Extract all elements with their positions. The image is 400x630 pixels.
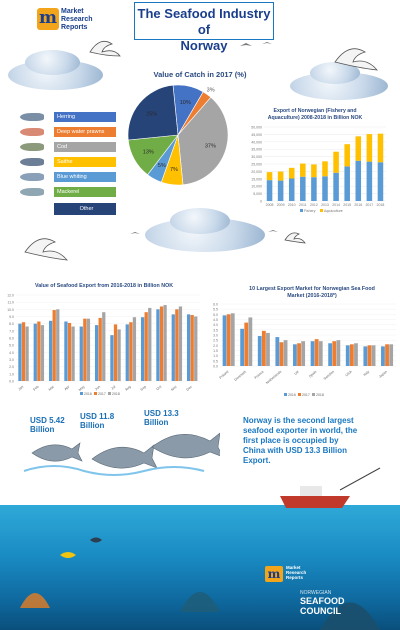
- fishing-boat-icon: [280, 496, 350, 508]
- bar-2017: [99, 318, 102, 381]
- y-tick-label: 4.0: [9, 350, 14, 355]
- y-tick-label: 5.0: [213, 312, 218, 317]
- y-tick-label: 10,000: [251, 184, 262, 189]
- pie-data-label: 37%: [204, 143, 216, 150]
- legend-label: 2018: [112, 392, 120, 396]
- bar-2016: [381, 346, 385, 366]
- fish-icon: [20, 113, 44, 121]
- bar-2016: [240, 329, 244, 366]
- bar-fishery: [311, 177, 317, 201]
- bar-aquaculture: [278, 172, 284, 181]
- bar-2017: [68, 323, 71, 381]
- bar-2018: [117, 329, 120, 381]
- bar-2017: [297, 343, 301, 366]
- y-tick-label: 0.0: [9, 379, 14, 384]
- bar-2016: [141, 317, 144, 381]
- legend-label: Other: [54, 203, 116, 215]
- y-tick-label: 45,000: [251, 132, 262, 137]
- y-tick-label: 4.0: [213, 323, 218, 328]
- bar-2016: [64, 322, 67, 381]
- tropical-fish-icon: [60, 552, 76, 558]
- x-tick-label: France: [253, 369, 265, 380]
- bar-2017: [385, 344, 389, 366]
- bar-2017: [37, 322, 40, 381]
- chart-title: Market (2016-2018*): [287, 293, 337, 299]
- bar-2018: [25, 327, 28, 381]
- legend-label-aquaculture: Aquaculture: [324, 209, 343, 213]
- bar-fishery: [378, 162, 384, 201]
- x-tick-label: 2009: [276, 203, 285, 207]
- country-norway: Norway: [88, 484, 129, 496]
- x-tick-label: Jan: [17, 384, 25, 392]
- y-tick-label: 8.0: [9, 322, 14, 327]
- bar-2017: [145, 312, 148, 381]
- y-tick-label: 12.0: [7, 293, 14, 298]
- y-tick-label: 0.0: [213, 364, 218, 369]
- x-tick-label: Nov: [170, 384, 178, 392]
- y-tick-label: 2.5: [213, 338, 218, 343]
- x-tick-label: Sweden: [322, 369, 336, 381]
- export-chart-title: Export of Norwegian (Fishery and: [273, 108, 357, 114]
- x-tick-label: Feb: [32, 384, 40, 392]
- legend-label: 2017: [98, 392, 106, 396]
- bar-2016: [18, 324, 21, 381]
- pie-data-label: 13%: [142, 149, 154, 156]
- legend-label: 2017: [302, 393, 310, 397]
- y-tick-label: 1.5: [213, 349, 218, 353]
- bar-2016: [258, 336, 262, 366]
- bar-2018: [284, 340, 288, 366]
- bar-2016: [328, 343, 332, 366]
- bar-2016: [80, 327, 83, 381]
- fish-icon: [20, 158, 44, 166]
- x-tick-label: Netherlands: [265, 369, 283, 385]
- legend-swatch: [80, 392, 83, 395]
- legend-item-other: [16, 203, 116, 213]
- bar-2016: [223, 315, 227, 366]
- monthly-export-chart: [0, 279, 204, 397]
- chart-title: Value of Seafood Export from 2016-2018 in Billion NOK: [34, 283, 174, 289]
- bar-fishery: [322, 176, 328, 201]
- pie-data-label: 10%: [179, 99, 191, 106]
- bar-2018: [372, 345, 376, 366]
- y-tick-label: 9.0: [9, 315, 14, 319]
- x-tick-label: Sep: [139, 384, 147, 392]
- y-tick-label: 1.0: [213, 354, 218, 359]
- legend-swatch: [312, 393, 315, 396]
- india-export-value: USD 5.42 Billion: [30, 416, 65, 434]
- bar-2017: [262, 331, 266, 366]
- legend-swatch: [298, 393, 301, 396]
- bar-2017: [315, 339, 319, 366]
- legend-swatch-fishery: [300, 209, 303, 212]
- country-china: China: [163, 484, 194, 496]
- info-text: Norway is the second largest seafood exporter in world, the first place is occupied by China with USD 13.3 Billion Export.: [243, 416, 358, 465]
- bar-fishery: [300, 177, 306, 201]
- fish-icon: [20, 143, 44, 151]
- y-tick-label: 5,000: [253, 192, 262, 197]
- legend-item-mackerel: [16, 187, 116, 197]
- legend-label-fishery: Fishery: [304, 209, 316, 213]
- bar-2016: [275, 337, 279, 366]
- x-tick-label: May: [77, 384, 86, 393]
- y-tick-label: 3.0: [213, 333, 218, 338]
- bar-2017: [350, 344, 354, 366]
- footer-logo-text: Market Research Reports: [286, 565, 307, 580]
- bar-fishery: [344, 166, 350, 201]
- bar-2018: [319, 341, 323, 366]
- x-tick-label: Japan: [377, 369, 388, 379]
- legend-label: Saithe: [54, 157, 116, 167]
- bar-aquaculture: [311, 164, 317, 177]
- y-tick-label: 10.0: [7, 307, 14, 312]
- legend-label: Herring: [54, 112, 116, 122]
- x-tick-label: Spain: [308, 369, 318, 379]
- bar-2016: [156, 309, 159, 381]
- x-tick-label: Jun: [94, 384, 101, 392]
- bar-2016: [293, 344, 297, 366]
- bar-2016: [126, 324, 129, 381]
- seagull-icon: [285, 233, 305, 243]
- bar-2017: [191, 315, 194, 381]
- bar-aquaculture: [333, 152, 339, 173]
- legend-label: 2016: [288, 393, 296, 397]
- bar-2017: [227, 314, 231, 366]
- x-tick-label: Apr: [63, 384, 71, 392]
- legend-item-blue-whiting: [16, 172, 116, 182]
- bar-2018: [148, 308, 151, 381]
- bar-2018: [248, 317, 252, 366]
- bar-2016: [34, 324, 37, 381]
- y-tick-label: 1.0: [9, 372, 14, 377]
- bar-2018: [56, 309, 59, 381]
- bar-2017: [175, 309, 178, 381]
- y-tick-label: 20,000: [251, 169, 262, 174]
- legend-item-cod: [16, 142, 116, 152]
- y-tick-label: 6.0: [213, 302, 218, 307]
- bar-aquaculture: [344, 144, 350, 166]
- x-tick-label: Oct: [155, 384, 163, 392]
- bar-fishery: [367, 162, 373, 201]
- coral-icon: [20, 593, 50, 608]
- y-tick-label: 40,000: [251, 140, 262, 145]
- y-tick-label: 3.0: [9, 358, 14, 362]
- bar-2018: [336, 340, 340, 366]
- bar-2018: [266, 333, 270, 366]
- tropical-fish-icon: [90, 538, 102, 543]
- x-tick-label: Italy: [362, 369, 371, 377]
- logo-text: Market Research Reports: [61, 8, 93, 31]
- legend-label: 2016: [84, 392, 92, 396]
- y-tick-label: 5.5: [213, 307, 218, 312]
- x-tick-label: 2013: [321, 203, 329, 207]
- bar-2016: [110, 335, 113, 381]
- bar-2018: [179, 306, 182, 381]
- bar-2016: [49, 321, 52, 381]
- bar-2018: [163, 305, 166, 381]
- bar-2016: [95, 325, 98, 381]
- bar-2017: [280, 342, 284, 366]
- export-chart-title-line2: Aquaculture) 2008-2018 in Billion NOK: [267, 115, 363, 121]
- bar-2018: [41, 325, 44, 381]
- y-tick-label: 0.5: [213, 359, 218, 364]
- y-tick-label: 2.0: [9, 365, 14, 370]
- bar-2018: [102, 312, 105, 381]
- pie-data-label: 7%: [169, 166, 178, 173]
- small-bird-icon: [130, 232, 140, 234]
- bar-2016: [346, 345, 350, 366]
- bar-2018: [71, 327, 74, 381]
- x-tick-label: 2016: [354, 203, 363, 207]
- y-tick-label: 7.0: [9, 329, 14, 334]
- x-tick-label: 2008: [265, 203, 274, 207]
- legend-label: 2018: [316, 393, 324, 397]
- bar-aquaculture: [356, 136, 362, 160]
- x-tick-label: 2015: [343, 203, 352, 207]
- legend-swatch: [94, 392, 97, 395]
- y-tick-label: 50,000: [251, 125, 262, 130]
- legend-item-herring: [16, 112, 116, 122]
- bar-aquaculture: [300, 164, 306, 177]
- bar-2018: [301, 341, 305, 366]
- legend-swatch: [108, 392, 111, 395]
- pie-data-label: 5%: [157, 162, 166, 169]
- bar-2016: [172, 314, 175, 381]
- chart-title: 10 Largest Export Market for Norwegian Sea Food: [249, 286, 375, 292]
- bar-2017: [244, 323, 248, 366]
- x-tick-label: 2018: [376, 203, 385, 207]
- bar-fishery: [278, 181, 284, 201]
- bar-2017: [160, 306, 163, 381]
- y-tick-label: 2.0: [213, 343, 218, 348]
- bar-2018: [194, 317, 197, 382]
- legend-swatch-aquaculture: [320, 209, 323, 212]
- bar-2016: [363, 346, 367, 366]
- boat-cabin-icon: [300, 486, 322, 496]
- legend-label: Mackerel: [54, 187, 116, 197]
- bar-aquaculture: [267, 172, 273, 180]
- legend-swatch: [284, 393, 287, 396]
- y-tick-label: 35,000: [251, 147, 262, 152]
- bar-2018: [133, 317, 136, 381]
- norway-export-value: USD 11.8 Billion: [80, 412, 115, 430]
- bar-aquaculture: [322, 161, 328, 176]
- x-tick-label: 2017: [365, 203, 374, 207]
- y-tick-label: 0: [260, 199, 262, 204]
- bar-fishery: [267, 180, 273, 201]
- y-tick-label: 11.0: [7, 300, 14, 305]
- coral-icon: [180, 592, 220, 612]
- legend-label: Cod: [54, 142, 116, 152]
- x-tick-label: 2012: [310, 203, 318, 207]
- legend-label: Blue whiting: [54, 172, 116, 182]
- x-tick-label: UK: [293, 369, 300, 376]
- salmon-icon: [32, 443, 82, 461]
- bar-fishery: [333, 173, 339, 201]
- bar-fishery: [289, 179, 295, 201]
- bar-2017: [114, 324, 117, 381]
- small-bird-icon: [240, 43, 252, 46]
- bar-2018: [389, 344, 393, 366]
- logo-mark-icon: m: [39, 8, 57, 28]
- bar-2017: [332, 341, 336, 366]
- bar-2017: [129, 322, 132, 381]
- bar-2018: [87, 319, 90, 381]
- catch-chart-title: Value of Catch in 2017 (%): [153, 70, 247, 79]
- y-tick-label: 15,000: [251, 177, 262, 182]
- y-tick-label: 25,000: [251, 162, 262, 167]
- bar-2017: [368, 345, 372, 366]
- x-tick-label: Poland: [218, 369, 230, 380]
- china-export-value: USD 13.3 Billion: [144, 409, 179, 427]
- x-tick-label: USA: [344, 369, 353, 378]
- y-tick-label: 4.5: [213, 318, 218, 322]
- bar-2018: [354, 343, 358, 366]
- country-india: India: [30, 484, 57, 496]
- bar-aquaculture: [367, 134, 373, 162]
- fish-icon: [20, 188, 44, 196]
- y-tick-label: 3.5: [213, 328, 218, 333]
- seagull-icon: [90, 41, 120, 56]
- fishing-rod-icon: [340, 468, 380, 490]
- bar-aquaculture: [378, 134, 384, 163]
- bar-2017: [83, 319, 86, 381]
- page-title: The Seafood Industry of Norway: [134, 2, 274, 40]
- seagull-icon: [25, 239, 67, 260]
- bar-aquaculture: [289, 168, 295, 179]
- seagull-icon: [335, 49, 377, 70]
- export-bar-chart: [240, 106, 390, 218]
- catch-pie-chart: [118, 80, 238, 190]
- x-tick-label: Jul: [110, 384, 117, 391]
- x-tick-label: 2014: [332, 203, 340, 207]
- pie-data-label: 3%: [206, 87, 215, 94]
- x-tick-label: 2010: [287, 203, 296, 207]
- x-tick-label: 2011: [299, 203, 307, 207]
- pie-data-label: 25%: [146, 111, 158, 118]
- small-bird-icon: [262, 42, 272, 44]
- legend-label: Deep water prawns: [54, 127, 116, 137]
- legend-item-deep-water-prawns: [16, 127, 116, 137]
- y-tick-label: 6.0: [9, 336, 14, 341]
- top-markets-chart: [204, 282, 400, 400]
- x-tick-label: Aug: [124, 384, 132, 392]
- bar-2018: [231, 313, 235, 366]
- footer-logo-icon: m: [265, 566, 283, 582]
- y-tick-label: 30,000: [251, 155, 262, 160]
- fish-icon: [20, 128, 44, 136]
- small-bird-icon: [268, 230, 278, 232]
- x-tick-label: Denmark: [233, 369, 248, 382]
- fish-icon: [20, 173, 44, 181]
- y-tick-label: 5.0: [9, 343, 14, 348]
- x-tick-label: Dec: [185, 384, 193, 392]
- salmon-icon: [152, 433, 220, 458]
- bar-2016: [187, 314, 190, 381]
- seafood-council-logo: NORWEGIAN SEAFOOD COUNCIL: [300, 590, 345, 616]
- bar-fishery: [356, 161, 362, 201]
- bar-2016: [311, 341, 315, 366]
- bar-2017: [53, 310, 56, 381]
- x-tick-label: Mar: [47, 384, 55, 392]
- bar-2017: [22, 322, 25, 381]
- legend-item-saithe: [16, 157, 116, 167]
